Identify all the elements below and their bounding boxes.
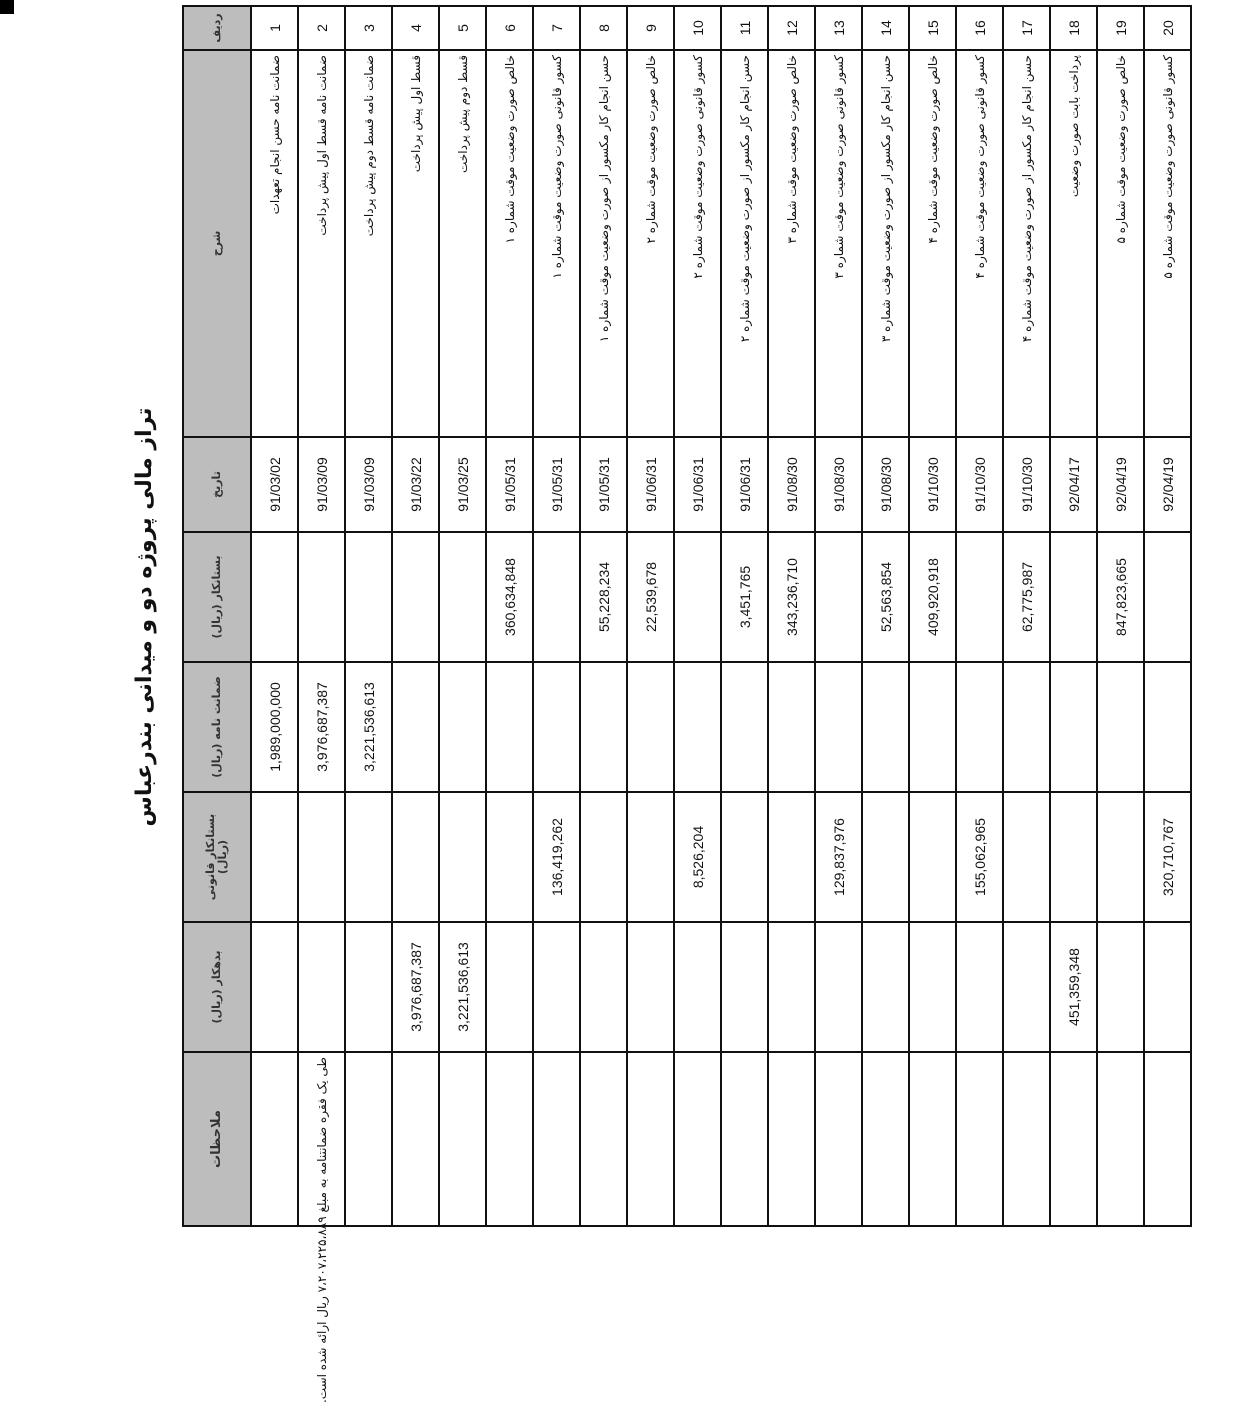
table-row <box>533 6 580 1226</box>
cell-c3 <box>1144 662 1191 792</box>
cell-c3 <box>815 662 862 792</box>
cell-c1: 3,976,687,387 <box>392 922 439 1052</box>
cell-c4: 52,563,854 <box>862 532 909 662</box>
table-row <box>1050 6 1097 1226</box>
cell-c1: 451,359,348 <box>1050 922 1097 1052</box>
cell-idx: 9 <box>627 6 674 50</box>
cell-remark <box>392 1052 439 1226</box>
cell-c3: 3,976,687,387 <box>298 662 345 792</box>
cell-date: 92/04/19 <box>1144 437 1191 532</box>
cell-remark <box>1003 1052 1050 1226</box>
cell-date: 91/06/31 <box>674 437 721 532</box>
cell-c2 <box>439 792 486 922</box>
cell-c2 <box>486 792 533 922</box>
cell-c1 <box>768 922 815 1052</box>
cell-idx: 17 <box>1003 6 1050 50</box>
cell-desc: قسط اول پیش پرداخت <box>392 50 439 437</box>
cell-c2 <box>298 792 345 922</box>
cell-c2 <box>251 792 298 922</box>
cell-desc: خالص صورت وضعیت موقت شماره ۴ <box>909 50 956 437</box>
table-row <box>345 6 392 1226</box>
cell-idx: 19 <box>1097 6 1144 50</box>
cell-c4 <box>1050 532 1097 662</box>
cell-desc: حسن انجام کار مکسور از صورت وضعیت موقت شماره ۲ <box>721 50 768 437</box>
cell-remark <box>251 1052 298 1226</box>
header-row <box>183 6 251 1226</box>
cell-c1 <box>862 922 909 1052</box>
cell-remark <box>721 1052 768 1226</box>
cell-remark <box>580 1052 627 1226</box>
cell-desc: حسن انجام کار مکسور از صورت وضعیت موقت شماره ۴ <box>1003 50 1050 437</box>
cell-date: 91/10/30 <box>956 437 1003 532</box>
cell-c1 <box>909 922 956 1052</box>
document-title: تراز مالی پروژه دو و میدانی بندرعباس <box>132 407 157 827</box>
cell-remark <box>1097 1052 1144 1226</box>
cell-c4 <box>392 532 439 662</box>
table-row <box>627 6 674 1226</box>
cell-desc: خالص صورت وضعیت موقت شماره ۱ <box>486 50 533 437</box>
cell-date: 92/04/19 <box>1097 437 1144 532</box>
cell-c4 <box>298 532 345 662</box>
cell-remark: طی یک فقره ضمانتنامه به مبلغ ۷،۲۰۷،۲۲۵،۸۸۹ ریال ارائه شده است. <box>298 1052 345 1226</box>
cell-c2 <box>580 792 627 922</box>
cell-remark <box>345 1052 392 1226</box>
table-row <box>909 6 956 1226</box>
cell-c4: 847,823,665 <box>1097 532 1144 662</box>
cell-c3 <box>1097 662 1144 792</box>
cell-idx: 16 <box>956 6 1003 50</box>
cell-date: 91/06/31 <box>627 437 674 532</box>
cell-c3 <box>862 662 909 792</box>
cell-c1 <box>486 922 533 1052</box>
cell-c4 <box>674 532 721 662</box>
cell-idx: 10 <box>674 6 721 50</box>
table-row <box>956 6 1003 1226</box>
cell-remark <box>486 1052 533 1226</box>
header-col2: بستانکار قانونی (ریال) <box>183 792 251 922</box>
cell-c3 <box>1050 662 1097 792</box>
cell-c1 <box>345 922 392 1052</box>
header-idx: ردیف <box>183 6 251 50</box>
cell-c4: 62,775,987 <box>1003 532 1050 662</box>
cell-c3 <box>721 662 768 792</box>
cell-c3 <box>533 662 580 792</box>
cell-c1 <box>674 922 721 1052</box>
cell-desc: ضمانت نامه حسن انجام تعهدات <box>251 50 298 437</box>
table-row <box>768 6 815 1226</box>
table-row <box>580 6 627 1226</box>
cell-idx: 4 <box>392 6 439 50</box>
cell-date: 91/03/22 <box>392 437 439 532</box>
cell-c2 <box>721 792 768 922</box>
cell-c3 <box>439 662 486 792</box>
cell-c2: 155,062,965 <box>956 792 1003 922</box>
cell-date: 91/10/30 <box>909 437 956 532</box>
cell-date: 91/05/31 <box>580 437 627 532</box>
cell-c4: 360,634,848 <box>486 532 533 662</box>
scan-corner-mark <box>0 0 14 14</box>
cell-c4: 22,539,678 <box>627 532 674 662</box>
table-row <box>862 6 909 1226</box>
cell-c3 <box>909 662 956 792</box>
cell-idx: 20 <box>1144 6 1191 50</box>
cell-c1 <box>956 922 1003 1052</box>
cell-date: 91/10/30 <box>1003 437 1050 532</box>
cell-c4 <box>956 532 1003 662</box>
table-row <box>1097 6 1144 1226</box>
header-col1: بدهکار (ریال) <box>183 922 251 1052</box>
table-row <box>1144 6 1191 1226</box>
cell-remark <box>533 1052 580 1226</box>
cell-idx: 5 <box>439 6 486 50</box>
cell-c3 <box>768 662 815 792</box>
cell-desc: خالص صورت وضعیت موقت شماره ۵ <box>1097 50 1144 437</box>
cell-date: 91/03/09 <box>345 437 392 532</box>
cell-remark <box>815 1052 862 1226</box>
cell-desc: کسور قانونی صورت وضعیت موقت شماره ۴ <box>956 50 1003 437</box>
cell-c3 <box>674 662 721 792</box>
cell-idx: 8 <box>580 6 627 50</box>
table-row <box>392 6 439 1226</box>
cell-date: 91/08/30 <box>815 437 862 532</box>
table-row <box>439 6 486 1226</box>
cell-remark <box>956 1052 1003 1226</box>
cell-desc: قسط دوم پیش پرداخت <box>439 50 486 437</box>
cell-c4: 55,228,234 <box>580 532 627 662</box>
cell-c1 <box>627 922 674 1052</box>
cell-date: 91/05/31 <box>533 437 580 532</box>
cell-c2 <box>392 792 439 922</box>
cell-remark <box>674 1052 721 1226</box>
cell-c2 <box>1050 792 1097 922</box>
cell-c2 <box>768 792 815 922</box>
cell-date: 91/05/31 <box>486 437 533 532</box>
cell-c3 <box>627 662 674 792</box>
table-row <box>1003 6 1050 1226</box>
cell-remark <box>768 1052 815 1226</box>
cell-idx: 18 <box>1050 6 1097 50</box>
cell-desc: حسن انجام کار مکسور از صورت وضعیت موقت شماره ۳ <box>862 50 909 437</box>
cell-date: 91/08/30 <box>768 437 815 532</box>
cell-desc: کسور قانونی صورت وضعیت موقت شماره ۲ <box>674 50 721 437</box>
cell-idx: 3 <box>345 6 392 50</box>
cell-c2 <box>862 792 909 922</box>
cell-c4: 409,920,918 <box>909 532 956 662</box>
cell-c4 <box>251 532 298 662</box>
header-col4: بستانکار (ریال) <box>183 532 251 662</box>
cell-c3 <box>486 662 533 792</box>
cell-c2 <box>345 792 392 922</box>
cell-c3: 3,221,536,613 <box>345 662 392 792</box>
cell-c1 <box>251 922 298 1052</box>
cell-c4 <box>815 532 862 662</box>
cell-desc: کسور قانونی صورت وضعیت موقت شماره ۵ <box>1144 50 1191 437</box>
cell-c4 <box>345 532 392 662</box>
rotated-sheet <box>104 7 1176 1403</box>
ledger-table <box>182 5 1192 1403</box>
cell-c4: 343,236,710 <box>768 532 815 662</box>
cell-c3 <box>580 662 627 792</box>
header-col3: ضمانت نامه (ریال) <box>183 662 251 792</box>
cell-remark <box>1144 1052 1191 1226</box>
cell-c2 <box>909 792 956 922</box>
cell-c4 <box>533 532 580 662</box>
cell-c1 <box>721 922 768 1052</box>
cell-c2: 129,837,976 <box>815 792 862 922</box>
cell-desc: کسور قانونی صورت وضعیت موقت شماره ۱ <box>533 50 580 437</box>
cell-c1: 3,221,536,613 <box>439 922 486 1052</box>
table-row <box>251 6 298 1226</box>
cell-date: 92/04/17 <box>1050 437 1097 532</box>
cell-remark <box>909 1052 956 1226</box>
cell-c2: 136,419,262 <box>533 792 580 922</box>
cell-desc: ضمانت نامه قسط دوم پیش پرداخت <box>345 50 392 437</box>
cell-date: 91/08/30 <box>862 437 909 532</box>
cell-c2: 320,710,767 <box>1144 792 1191 922</box>
cell-idx: 2 <box>298 6 345 50</box>
cell-idx: 7 <box>533 6 580 50</box>
cell-desc: خالص صورت وضعیت موقت شماره ۲ <box>627 50 674 437</box>
table-row <box>486 6 533 1226</box>
cell-idx: 11 <box>721 6 768 50</box>
cell-c3 <box>392 662 439 792</box>
cell-idx: 14 <box>862 6 909 50</box>
cell-date: 91/06/31 <box>721 437 768 532</box>
cell-idx: 13 <box>815 6 862 50</box>
cell-c4 <box>1144 532 1191 662</box>
cell-remark <box>1050 1052 1097 1226</box>
cell-c1 <box>1003 922 1050 1052</box>
cell-c1 <box>580 922 627 1052</box>
cell-c3 <box>1003 662 1050 792</box>
cell-desc: پرداخت بابت صورت وضعیت <box>1050 50 1097 437</box>
table-row <box>298 6 345 1226</box>
cell-c1 <box>1097 922 1144 1052</box>
cell-date: 91/03/25 <box>439 437 486 532</box>
header-remark: ملاحظات <box>183 1052 251 1226</box>
cell-remark <box>439 1052 486 1226</box>
cell-date: 91/03/09 <box>298 437 345 532</box>
cell-c1 <box>1144 922 1191 1052</box>
cell-c2: 8,526,204 <box>674 792 721 922</box>
cell-idx: 12 <box>768 6 815 50</box>
cell-remark <box>862 1052 909 1226</box>
cell-c1 <box>533 922 580 1052</box>
cell-desc: حسن انجام کار مکسور از صورت وضعیت موقت شماره ۱ <box>580 50 627 437</box>
header-desc: شرح <box>183 50 251 437</box>
header-date: تاریخ <box>183 437 251 532</box>
cell-c2 <box>1097 792 1144 922</box>
cell-date: 91/03/02 <box>251 437 298 532</box>
cell-c1 <box>298 922 345 1052</box>
table-row <box>674 6 721 1226</box>
cell-c4: 3,451,765 <box>721 532 768 662</box>
cell-c3 <box>956 662 1003 792</box>
cell-c2 <box>1003 792 1050 922</box>
cell-desc: خالص صورت وضعیت موقت شماره ۳ <box>768 50 815 437</box>
cell-idx: 1 <box>251 6 298 50</box>
cell-desc: کسور قانونی صورت وضعیت موقت شماره ۳ <box>815 50 862 437</box>
table-row <box>815 6 862 1226</box>
cell-idx: 6 <box>486 6 533 50</box>
cell-remark <box>627 1052 674 1226</box>
cell-c1 <box>815 922 862 1052</box>
cell-desc: ضمانت نامه قسط اول پیش پرداخت <box>298 50 345 437</box>
cell-c2 <box>627 792 674 922</box>
cell-c3: 1,989,000,000 <box>251 662 298 792</box>
cell-c4 <box>439 532 486 662</box>
table-row <box>721 6 768 1226</box>
cell-idx: 15 <box>909 6 956 50</box>
